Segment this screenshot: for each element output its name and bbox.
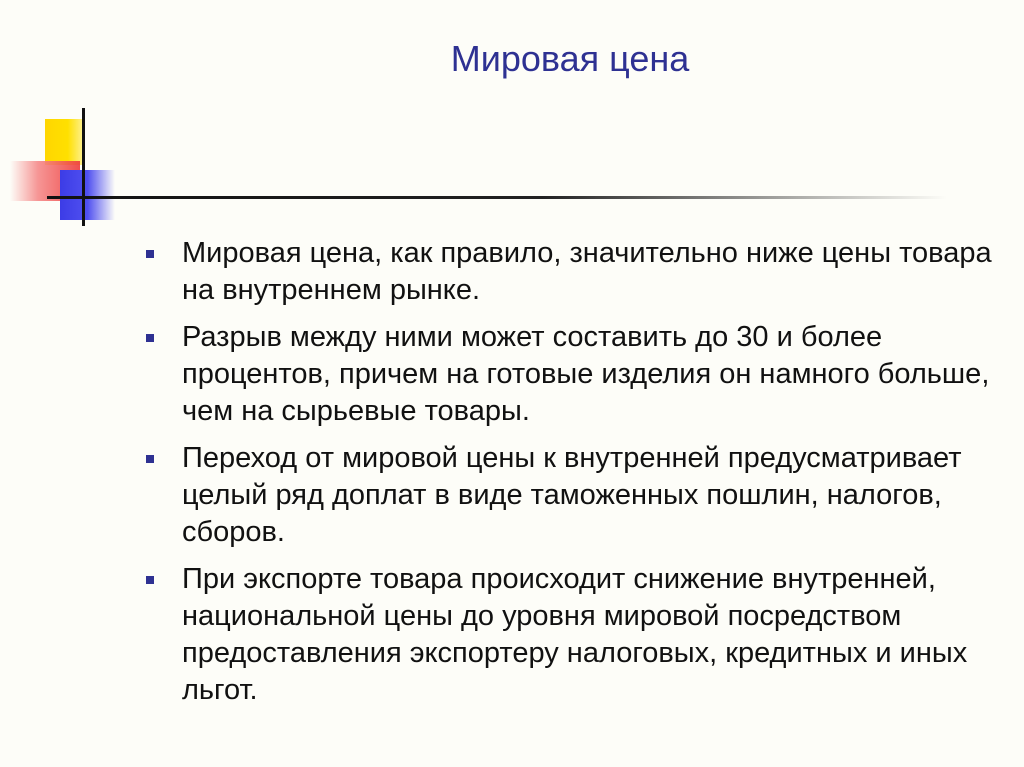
bullet-text: Переход от мировой цены к внутренней предусматривает целый ряд доплат в виде таможенных пошлин, налогов, сборов. — [182, 442, 962, 548]
bullet-icon — [146, 334, 154, 342]
bullet-text: Разрыв между ними может составить до 30 и более процентов, причем на готовые изделия он намного больше, чем на сырьевые товары. — [182, 321, 990, 427]
list-item — [146, 440, 996, 551]
horizontal-rule — [47, 196, 947, 199]
bullet-icon — [146, 576, 154, 584]
list-item — [146, 561, 996, 709]
yellow-square — [45, 119, 83, 165]
list-item — [146, 319, 996, 430]
bullet-icon — [146, 455, 154, 463]
vertical-rule — [82, 108, 85, 226]
bullet-icon — [146, 250, 154, 258]
decorative-logo — [0, 0, 1024, 240]
blue-square — [60, 170, 115, 220]
slide-title: Мировая цена — [450, 38, 690, 79]
list-item — [146, 235, 996, 309]
bullet-text: Мировая цена, как правило, значительно ниже цены товара на внутреннем рынке. — [182, 237, 992, 306]
bullet-text: При экспорте товара происходит снижение внутренней, национальной цены до уровня мировой посредством предоставления экспортеру налоговых, кредитных и иных льгот. — [182, 563, 968, 706]
bullet-list — [146, 235, 996, 719]
